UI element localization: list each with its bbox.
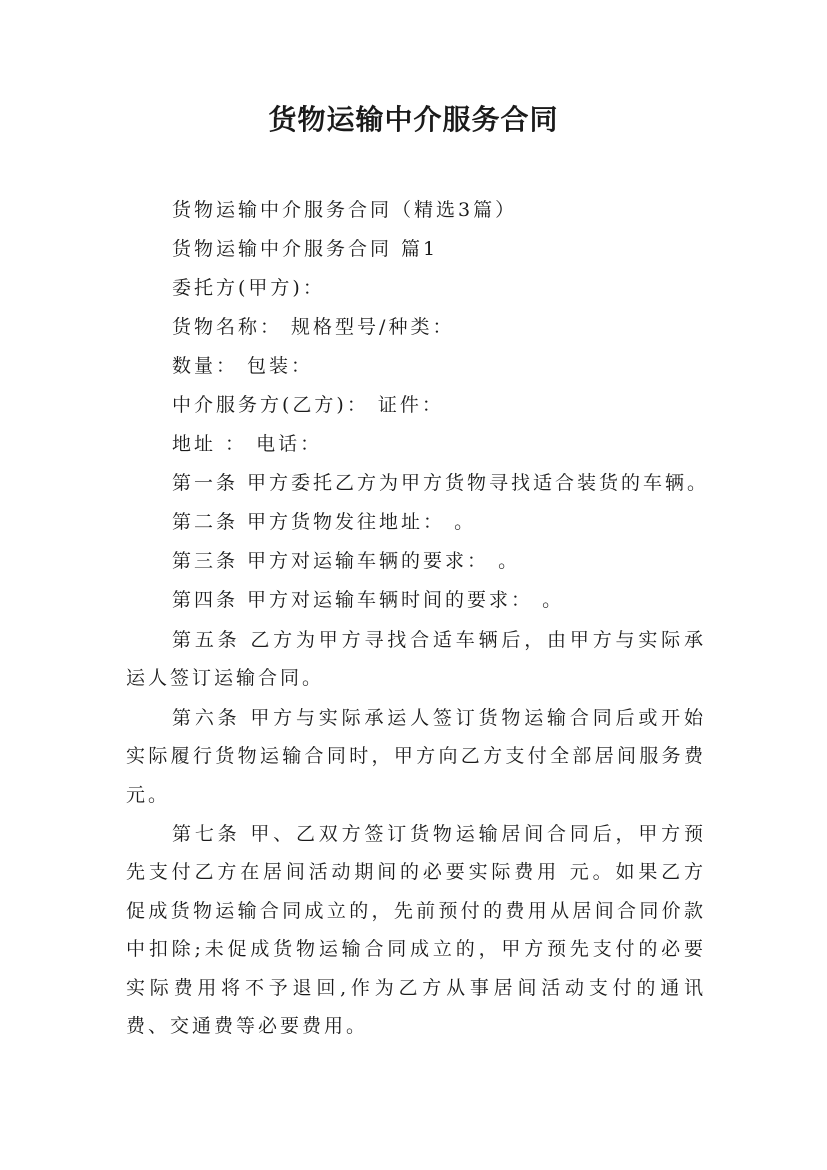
field-intermediary: 中介服务方(乙方)： 证件：: [172, 394, 444, 416]
field-client: 委托方(甲方)：: [172, 277, 325, 299]
article-1: 第一条 甲方委托乙方为甲方货物寻找适合装货的车辆。: [172, 472, 710, 494]
field-goods-name: 货物名称： 规格型号/种类：: [172, 316, 455, 338]
article-4: 第四条 甲方对运输车辆时间的要求： 。: [172, 589, 565, 611]
article-5: 第五条 乙方为甲方寻找合适车辆后，由甲方与实际承运人签订运输合同。: [126, 629, 706, 690]
article-3: 第三条 甲方对运输车辆的要求： 。: [172, 550, 521, 572]
field-address: 地址 ： 电话：: [172, 433, 323, 455]
article-6: 第六条 甲方与实际承运人签订货物运输合同后或开始实际履行货物运输合同时，甲方向乙方支付全部居间服务费 元。: [126, 707, 706, 806]
section-heading: 货物运输中介服务合同 篇1: [172, 238, 439, 260]
field-quantity: 数量： 包装：: [172, 355, 314, 377]
article-7: 第七条 甲、乙双方签订货物运输居间合同后，甲方预先支付乙方在居间活动期间的必要实际费用 元。如果乙方促成货物运输合同成立的，先前预付的费用从居间合同价款中扣除;未促成货物运输合同成立的，甲方预先支付的必要实际费用将不予退回,作为乙方从事居间活动支付的通讯费、交通费等必要费用。: [126, 823, 706, 1038]
subtitle-line: 货物运输中介服务合同（精选3篇）: [172, 199, 518, 221]
document-title: 货物运输中介服务合同: [268, 103, 559, 136]
article-2: 第二条 甲方货物发往地址： 。: [172, 511, 477, 533]
